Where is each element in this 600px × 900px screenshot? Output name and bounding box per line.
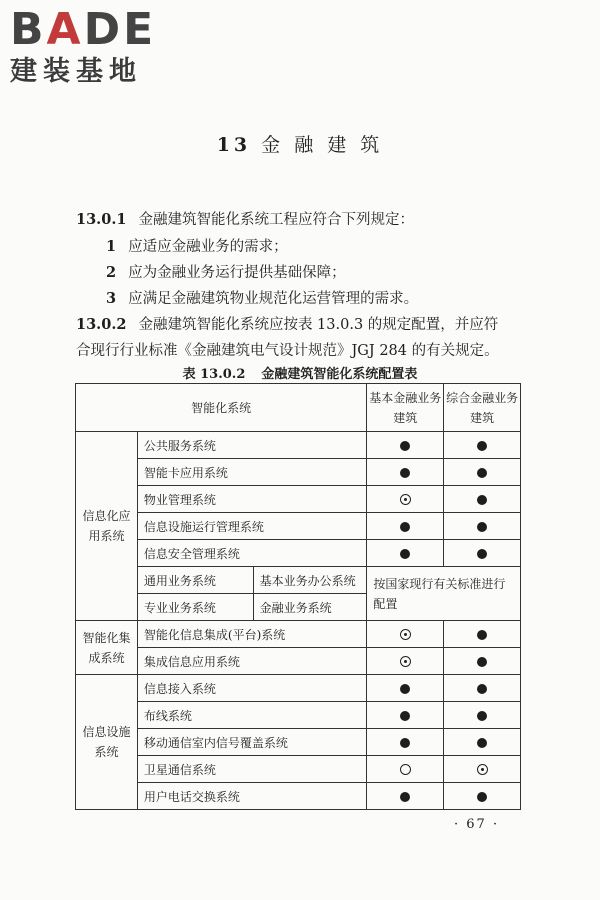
- full-dot-icon: [477, 468, 487, 478]
- list-item: 3 应满足金融建筑物业规范化运营管理的需求。: [106, 290, 419, 307]
- table-row: 信息设施系统 信息接入系统: [76, 675, 521, 702]
- dotted-circle-icon: [477, 764, 488, 775]
- table-row: 用户电话交换系统: [76, 783, 521, 810]
- chapter-name: 金 融 建 筑: [261, 134, 384, 156]
- table-row: 布线系统: [76, 702, 521, 729]
- table-row: 卫星通信系统: [76, 756, 521, 783]
- section-13-0-2: 13.0.2 金融建筑智能化系统应按表 13.0.3 的规定配置，并应符: [76, 316, 499, 333]
- full-dot-icon: [477, 711, 487, 721]
- full-dot-icon: [400, 441, 410, 451]
- table-row: 智能卡应用系统: [76, 459, 521, 486]
- full-dot-icon: [400, 468, 410, 478]
- full-dot-icon: [477, 630, 487, 640]
- full-dot-icon: [400, 738, 410, 748]
- full-dot-icon: [477, 684, 487, 694]
- page-number: · 67 ·: [454, 817, 500, 832]
- table-row: 专业业务系统 金融业务系统: [76, 594, 521, 621]
- brand-logo: [10, 5, 180, 89]
- dotted-circle-icon: [400, 656, 411, 667]
- header-system: 智能化系统: [76, 384, 367, 432]
- full-dot-icon: [400, 792, 410, 802]
- list-item: 2 应为金融业务运行提供基础保障；: [106, 264, 346, 281]
- full-dot-icon: [400, 522, 410, 532]
- chapter-title: [0, 130, 600, 157]
- logo-subtitle: 建装基地: [10, 56, 142, 87]
- table-caption: 表 13.0.2 金融建筑智能化系统配置表: [182, 367, 418, 382]
- table-row: 集成信息应用系统: [76, 648, 521, 675]
- table-row: 信息安全管理系统: [76, 540, 521, 567]
- full-dot-icon: [477, 495, 487, 505]
- full-dot-icon: [477, 657, 487, 667]
- list-item: 1 应适应金融业务的需求；: [106, 238, 288, 255]
- full-dot-icon: [477, 441, 487, 451]
- table-row: 通用业务系统 基本业务办公系统 按国家现行有关标准进行配置: [76, 567, 521, 594]
- full-dot-icon: [477, 549, 487, 559]
- business-note: 按国家现行有关标准进行配置: [367, 567, 521, 621]
- table-header-row: [76, 384, 521, 432]
- table-row: 物业管理系统: [76, 486, 521, 513]
- section-13-0-2-continuation: 合现行行业标准《金融建筑电气设计规范》JGJ 284 的有关规定。: [76, 343, 499, 359]
- table-row: 移动通信室内信号覆盖系统: [76, 729, 521, 756]
- full-dot-icon: [400, 549, 410, 559]
- logo-wordmark: BADE: [10, 4, 157, 55]
- full-dot-icon: [477, 738, 487, 748]
- table-row: 信息设施运行管理系统: [76, 513, 521, 540]
- chapter-number: 13: [216, 134, 252, 156]
- section-13-0-1: 13.0.1 金融建筑智能化系统工程应符合下列规定：: [76, 211, 414, 228]
- dotted-circle-icon: [400, 494, 411, 505]
- group-info-facility: 信息设施系统: [76, 675, 138, 810]
- full-dot-icon: [400, 684, 410, 694]
- full-dot-icon: [477, 792, 487, 802]
- system-config-table: [75, 383, 521, 810]
- dotted-circle-icon: [400, 629, 411, 640]
- group-integration: 智能化集成系统: [76, 621, 138, 675]
- full-dot-icon: [400, 711, 410, 721]
- header-comprehensive: 综合金融业务建筑: [444, 384, 521, 432]
- empty-circle-icon: [400, 764, 411, 775]
- table-row: 智能化集成系统 智能化信息集成(平台)系统: [76, 621, 521, 648]
- table-row: 信息化应用系统 公共服务系统: [76, 432, 521, 459]
- full-dot-icon: [477, 522, 487, 532]
- header-basic: 基本金融业务建筑: [367, 384, 444, 432]
- group-info-app: 信息化应用系统: [76, 432, 138, 621]
